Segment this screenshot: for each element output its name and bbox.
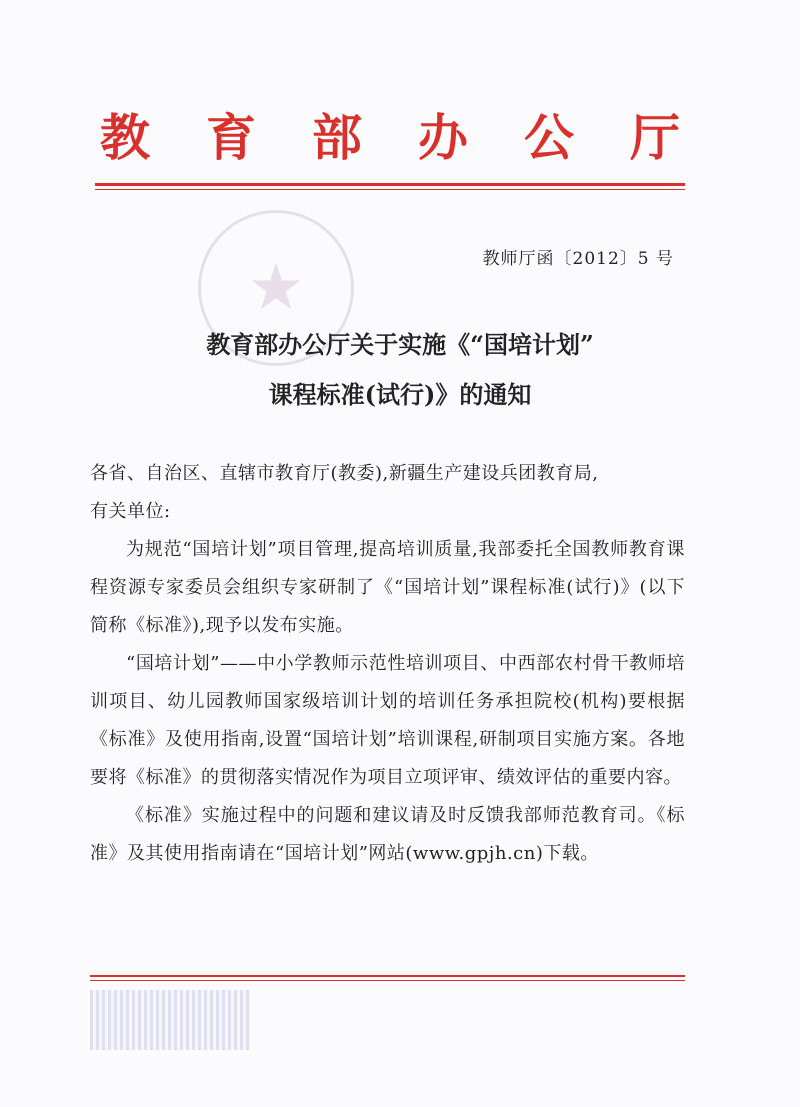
footer-rule-thin [90, 980, 685, 981]
letterhead-rule-thin [95, 189, 685, 190]
document-number: 教师厅函〔2012〕5 号 [482, 249, 674, 269]
footer-rule [90, 975, 685, 977]
letterhead-char: 教 [100, 108, 150, 167]
letterhead-rule [95, 183, 685, 186]
document-body [90, 455, 685, 873]
letterhead-char: 厅 [630, 108, 680, 167]
paragraph-2: “国培计划”——中小学教师示范性培训项目、中西部农村骨干教师培训项目、幼儿园教师国家级培训计划的培训任务承担院校(机构)要根据《标准》及使用指南,设置“国培计划”培训课程,研制项目实施方案。各地要将《标准》的贯彻落实情况作为项目立项评审、绩效评估的重要内容。 [90, 653, 685, 788]
letterhead-title [95, 108, 685, 168]
paragraph-3: 《标准》实施过程中的问题和建议请及时反馈我部师范教育司。《标准》及其使用指南请在“国培计划”网站(www.gpjh.cn)下载。 [90, 805, 685, 864]
scan-artifact [90, 990, 250, 1050]
letterhead-char: 公 [524, 108, 574, 167]
salutation-line-1: 各省、自治区、直辖市教育厅(教委),新疆生产建设兵团教育局, [90, 463, 599, 484]
title-line-2: 课程标准(试行)》的通知 [268, 380, 532, 409]
paragraph-1: 为规范“国培计划”项目管理,提高培训质量,我部委托全国教师教育课程资源专家委员会组织专家研制了《“国培计划”课程标准(试行)》(以下简称《标准》),现予以发布实施。 [90, 539, 685, 636]
letterhead-char: 办 [418, 108, 468, 167]
title-line-1: 教育部办公厅关于实施《“国培计划” [206, 330, 594, 359]
salutation-line-2: 有关单位: [90, 501, 171, 522]
star-icon: ★ [247, 251, 305, 325]
document-title [100, 320, 700, 420]
letterhead-char: 部 [312, 108, 362, 167]
letterhead-char: 育 [206, 108, 256, 167]
